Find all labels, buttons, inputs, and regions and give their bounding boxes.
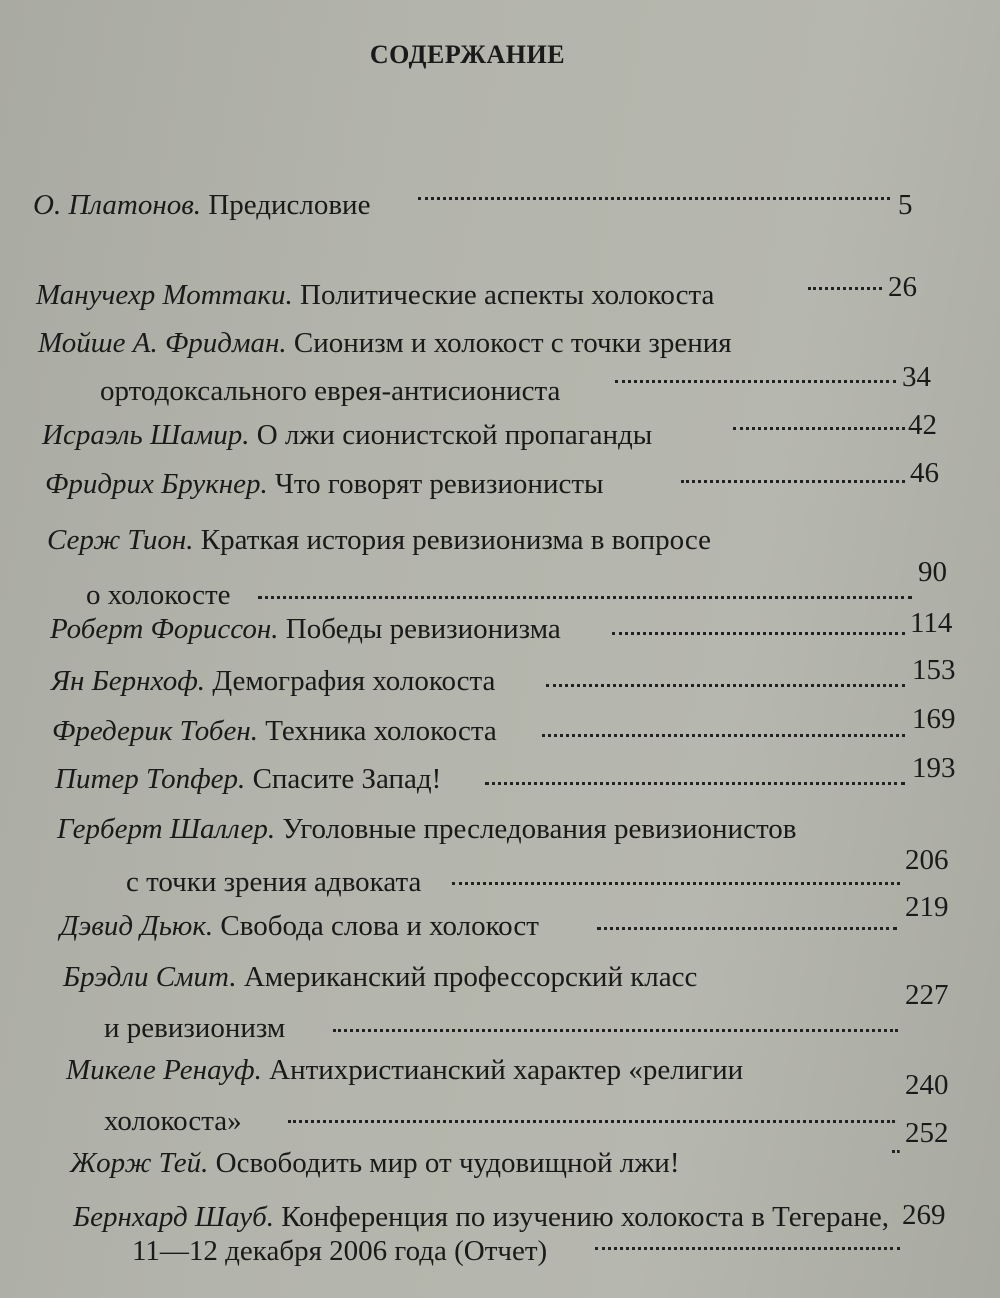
toc-author: Фридрих Брукнер. [45, 468, 268, 500]
toc-author: Жорж Тей. [70, 1147, 209, 1179]
toc-author: Фредерик Тобен. [52, 715, 258, 747]
toc-entry-line [55, 754, 441, 804]
page-number: 153 [912, 654, 956, 686]
page-number: 169 [912, 703, 956, 735]
page-number: 206 [905, 844, 949, 876]
toc-author: Микеле Ренауф. [66, 1054, 262, 1086]
toc-title-continuation: о холокосте [86, 579, 231, 611]
toc-author: Питер Топфер. [55, 763, 246, 795]
toc-title: Спасите Запад! [245, 763, 442, 795]
toc-title: Освободить мир от чудовищной лжи! [208, 1147, 680, 1179]
toc-title: Свобода слова и холокост [213, 910, 539, 942]
toc-author: Серж Тион. [47, 524, 194, 556]
toc-title: Конференция по изучению холокоста в Тегеране, [273, 1201, 890, 1233]
toc-entry-line [52, 706, 497, 756]
toc-author: Манучехр Моттаки. [36, 279, 293, 311]
toc-title-continuation: 11—12 декабря 2006 года (Отчет) [132, 1235, 548, 1267]
page-number: 34 [902, 361, 931, 393]
page-title: СОДЕРЖАНИЕ [369, 40, 566, 69]
dot-leader [597, 925, 897, 930]
toc-title: Американский профессорский класс [236, 961, 698, 993]
toc-author: Роберт Фориссон. [50, 613, 279, 645]
page-number: 227 [905, 979, 949, 1011]
toc-title: Политические аспекты холокоста [292, 279, 715, 311]
dot-leader [546, 682, 905, 687]
toc-title-continuation: с точки зрения адвоката [126, 866, 422, 898]
dot-leader [681, 478, 905, 483]
toc-title: Краткая история ревизионизма в вопросе [193, 524, 711, 556]
toc-entry-line [70, 1138, 680, 1188]
toc-author: Ян Бернхоф. [51, 665, 206, 697]
toc-entry-line [63, 952, 697, 1002]
page-number: 46 [910, 457, 939, 489]
page-number: 269 [902, 1199, 946, 1231]
toc-title: Предисловие [201, 189, 371, 221]
dot-leader [733, 425, 905, 430]
dot-leader [452, 880, 900, 885]
dot-leader [288, 1118, 895, 1123]
dot-leader [595, 1245, 900, 1250]
toc-title: Что говорят ревизионисты [267, 468, 604, 500]
toc-entry-line [66, 1045, 743, 1095]
toc-entry-line [36, 270, 714, 320]
dot-leader [892, 1148, 900, 1153]
dot-leader [485, 780, 905, 785]
toc-title: Победы ревизионизма [278, 613, 561, 645]
toc-entry-line [50, 604, 561, 654]
page-number: 26 [888, 271, 917, 303]
page-number: 90 [918, 556, 947, 588]
dot-leader [333, 1027, 898, 1032]
toc-title-continuation: и ревизионизм [104, 1012, 286, 1044]
toc-entry-line [33, 180, 370, 230]
toc-entry-line [60, 901, 539, 951]
page-number: 5 [898, 189, 913, 221]
toc-entry-line [45, 459, 604, 509]
page-number: 114 [910, 607, 953, 639]
toc-entry-line [42, 410, 652, 460]
toc-author: О. Платонов. [33, 189, 202, 221]
page-number: 240 [905, 1069, 949, 1101]
toc-title: Демография холокоста [205, 665, 496, 697]
page-number: 219 [905, 891, 949, 923]
toc-author: Бернхард Шауб. [73, 1201, 274, 1233]
dot-leader [258, 594, 912, 599]
toc-entry-line [57, 804, 796, 854]
page-number: 252 [905, 1117, 949, 1149]
page-number: 193 [912, 752, 956, 784]
toc-title: Уголовные преследования ревизионистов [275, 813, 797, 845]
toc-title: О лжи сионистской пропаганды [249, 419, 653, 451]
toc-entry-line [51, 656, 495, 706]
dot-leader [612, 630, 905, 635]
toc-entry-line [38, 318, 732, 368]
toc-title-continuation: холокоста» [104, 1105, 242, 1137]
toc-title: Сионизм и холокост с точки зрения [286, 327, 732, 359]
toc-author: Исраэль Шамир. [42, 419, 250, 451]
toc-author: Герберт Шаллер. [57, 813, 276, 845]
toc-author: Брэдли Смит. [63, 961, 237, 993]
toc-author: Мойше А. Фридман. [38, 327, 287, 359]
dot-leader [542, 732, 905, 737]
dot-leader [615, 378, 896, 383]
page-number: 42 [908, 409, 937, 441]
toc-title: Антихристианский характер «религии [261, 1054, 744, 1086]
dot-leader [808, 285, 882, 290]
toc-entry-line [47, 515, 711, 565]
toc-title-continuation: ортодоксального еврея-антисиониста [100, 375, 561, 407]
dot-leader [418, 195, 890, 200]
toc-title: Техника холокоста [257, 715, 497, 747]
toc-author: Дэвид Дьюк. [60, 910, 214, 942]
